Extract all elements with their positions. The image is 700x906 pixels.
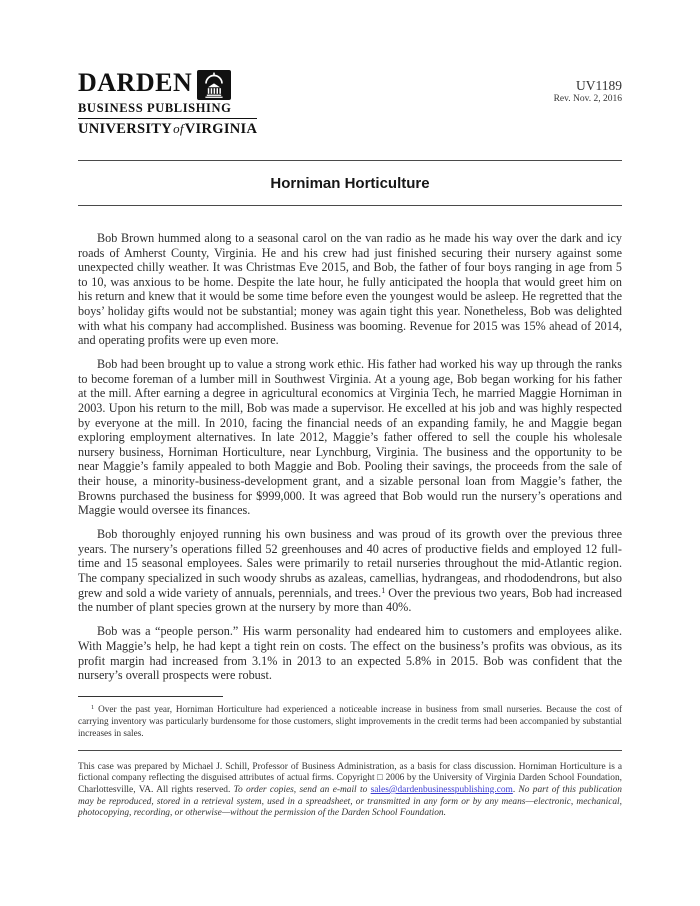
darden-logo [78,70,257,138]
colophon-period: . [512,784,519,795]
logo-university-of-virginia-text [78,118,257,137]
email-link[interactable]: sales@dardenbusinesspublishing.com [370,784,513,795]
colophon-rights-text: No part of this publication may be reproduced, stored in a retrieval system, used in a spreadsheet, or transmitted in any form or by any means—electronic, mechanical, photocopying, recording, or otherwise—without the permission of the Darden School Foundation. [78,784,622,819]
paragraph-3 [78,527,622,615]
case-body [78,231,622,683]
logo-top-row [78,70,257,100]
title-rule [78,205,622,206]
colophon-attribution-text: This case was prepared by Michael J. Schill, Professor of Business Administration, as a basis for class discussion. Horniman Horticulture is a fictional company reflecting the disguised attributes of actual firms. Copyright □ 2006 by the University of Virginia Darden School Foundation, Charlottesville, VA. All rights reserved. [78,761,622,795]
paragraph-3-text-cont: Over the previous two years, Bob had increased the number of plant species grown at the nursery by more than 40%. [78,585,622,615]
paragraph-3-text: Bob thoroughly enjoyed running his own business and was proud of its growth over the previous three years. The nursery’s operations filled 52 greenhouses and 40 acres of productive fields and employed 12 full-time and 15 seasonal employees. Sales were primarily to retail nurseries throughout the mid-Atlantic region. The company specialized in such woody shrubs as azaleas, camellias, hydrangeas, and rhododendrons, but also grew and sold a wide variety of annuals, perennials, and trees. [78,527,622,600]
logo-business-publishing-text: BUSINESS PUBLISHING [78,101,232,115]
footnote-text: Over the past year, Horniman Horticulture had experienced a noticeable increase in business from small nurseries. Because the cost of carrying inventory was particularly burdensome for those customers, slight improvements in the credit terms had been accompanied by substantial increases in sales. [78,703,622,738]
footnote-marker: 1 [91,703,95,711]
paragraph-2: Bob had been brought up to value a strong work ethic. His father had worked his way up through the ranks to become foreman of a lumber mill in Southwest Virginia. At a young age, Bob began working for his father at the mill. After earning a degree in agricultural economics at Virginia Tech, he married Maggie Horniman in 2003. Upon his return to the mill, Bob was made a supervisor. He excelled at his job and was highly respected by everyone at the mill. In 2010, facing the financial needs of an expanding family, he and Maggie began exploring employment alternatives. In late 2012, Maggie’s father offered to sell the couple his wholesale nursery business, Horniman Horticulture, near Lynchburg, Virginia. The business and the opportunity to be near Maggie’s family appealed to both Maggie and Bob. Pooling their savings, the proceeds from the sale of their house, a minority-business-development grant, and a sizable personal loan from Maggie’s father, the Browns purchased the business for $999,000. It was agreed that Bob would run the nursery’s operations and Maggie would oversee its finances. [78,357,622,518]
footnote-reference-1: 1 [381,585,386,595]
case-title: Horniman Horticulture [270,175,430,192]
footnote-separator [78,696,223,697]
header [78,70,622,138]
colophon [78,762,622,820]
colophon-order-copies-text: To order copies, send an e-mail to [233,784,371,795]
colophon-rule [78,750,622,751]
document-number: UV1189 [576,78,622,93]
revision-date: Rev. Nov. 2, 2016 [553,94,622,104]
logo-university-text: UNIVERSITY [78,121,173,137]
paragraph-4: Bob was a “people person.” His warm personality had endeared him to customers and employees alike. With Maggie’s help, he had kept a tight rein on costs. The effect on the business’s profits was obvious, as its profit margin had increased from 3.1% in 2013 to an expected 5.8% in 2015. Bob was confident that the nursery’s overall prospects were robust. [78,624,622,683]
footnote-block [78,696,622,739]
document-meta [554,70,622,105]
paragraph-1: Bob Brown hummed along to a seasonal carol on the van radio as he made his way over the dark and icy roads of Amherst County, Virginia. He and his crew had just finished securing their nursery against some unexpected chilly weather. It was Christmas Eve 2015, and Bob, the father of four boys ranging in age from 5 to 10, was anxious to be home. Despite the late hour, he fully anticipated the hoopla that would greet him on his return and knew that it would be some time before even the youngest would be asleep. He regretted that the boys’ holiday gifts would not be substantial; money was again tight this year. Nonetheless, Bob was delighted with what his company had accomplished. Business was booming. Revenue for 2015 was 15% ahead of 2014, and operating profits were up even more. [78,231,622,348]
logo-darden-text: DARDEN [78,68,193,97]
logo-virginia-text: VIRGINIA [184,121,258,137]
rotunda-icon [197,70,231,100]
logo-of-text: of [173,121,184,136]
header-rule [78,160,622,161]
footnote-1 [78,703,622,739]
